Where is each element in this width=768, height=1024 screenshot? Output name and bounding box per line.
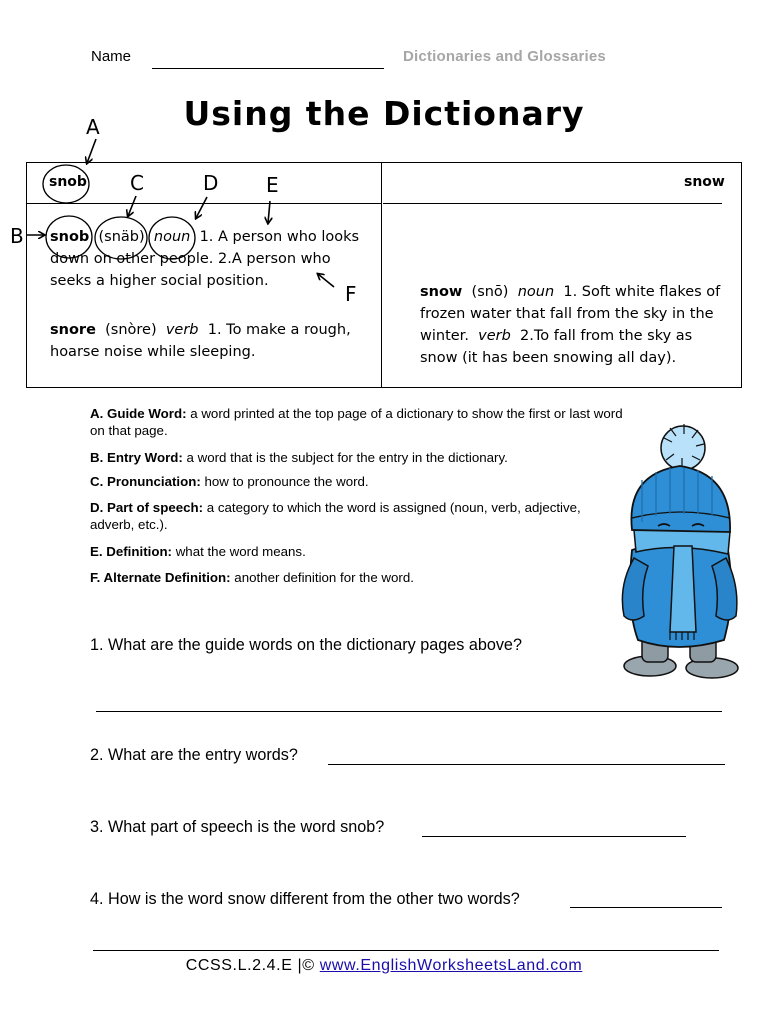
- worksheet-topic: Dictionaries and Glossaries: [403, 48, 606, 65]
- definition-guide-word: [90, 405, 638, 439]
- definition-text: what the word means.: [172, 544, 306, 559]
- hat-pompom: [661, 424, 705, 470]
- definition-text: a word printed at the top page of a dictionary to show the first or last word on that page.: [90, 406, 623, 438]
- annotation-letter-b: B: [10, 224, 24, 248]
- entry-part-of-speech-2: verb: [478, 328, 511, 344]
- definition-term: C. Pronunciation:: [90, 474, 201, 489]
- dictionary-entry-snore: [50, 319, 368, 363]
- definition-entry-word: [90, 449, 638, 466]
- answer-line-1[interactable]: [96, 711, 722, 712]
- annotation-letter-d: D: [203, 171, 219, 195]
- entry-pronunciation: (snäb): [98, 229, 145, 245]
- entry-pronunciation: (snòre): [105, 322, 157, 338]
- guide-word-right: snow: [684, 174, 725, 190]
- bundled-up-kid-illustration: [612, 418, 740, 690]
- page-title: Using the Dictionary: [183, 94, 585, 133]
- answer-line-2[interactable]: [328, 764, 725, 765]
- question-4: 4. How is the word snow different from the other two words?: [90, 890, 520, 908]
- definition-term: D. Part of speech:: [90, 500, 204, 515]
- answer-line-3[interactable]: [422, 836, 686, 837]
- page-divider: [381, 162, 382, 388]
- entry-word: snob: [50, 229, 90, 245]
- footer: [0, 957, 768, 975]
- definition-text: how to pronounce the word.: [200, 474, 369, 489]
- definition-term: B. Entry Word:: [90, 450, 183, 465]
- name-label: Name: [91, 48, 132, 65]
- name-blank-line[interactable]: [152, 68, 384, 69]
- definition-text: a word that is the subject for the entry in the dictionary.: [182, 450, 508, 465]
- annotation-letter-e: E: [266, 173, 279, 197]
- definition-alternate: [90, 569, 638, 586]
- definition-term: E. Definition:: [90, 544, 172, 559]
- guide-word-rule-right: [383, 203, 722, 204]
- entry-pronunciation: (snō): [471, 284, 509, 300]
- question-1: 1. What are the guide words on the dictionary pages above?: [90, 636, 522, 654]
- definition-pronunciation: [90, 473, 638, 490]
- entry-word: snore: [50, 322, 96, 338]
- entry-definition: 1. A person who looks down on other people. 2.A person who seeks a higher social position.: [50, 229, 360, 289]
- entry-definition-2: 2.To fall from the sky as snow (it has been snowing all day).: [420, 328, 693, 366]
- entry-definition: 1. Soft white flakes of frozen water that fall from the sky in the winter.: [420, 284, 721, 344]
- guide-word-left: snob: [49, 174, 87, 190]
- question-2: 2. What are the entry words?: [90, 746, 298, 764]
- footer-link[interactable]: www.EnglishWorksheetsLand.com: [319, 957, 583, 974]
- footer-standard: CCSS.L.2.4.E |©: [185, 957, 315, 974]
- definition-part-of-speech: [90, 499, 590, 533]
- definition-term: F. Alternate Definition:: [90, 570, 231, 585]
- definition-definition: [90, 543, 638, 560]
- annotation-letter-f: F: [345, 282, 357, 306]
- annotation-letter-c: C: [130, 171, 144, 195]
- question-3: 3. What part of speech is the word snob?: [90, 818, 385, 836]
- entry-part-of-speech: verb: [165, 322, 199, 338]
- answer-line-4[interactable]: [570, 907, 722, 908]
- entry-definition: 1. To make a rough, hoarse noise while sleeping.: [50, 322, 351, 360]
- arrow-a: [87, 139, 96, 163]
- dictionary-entry-snob: [50, 226, 368, 292]
- answer-line-4-continued[interactable]: [93, 950, 719, 951]
- entry-part-of-speech: noun: [153, 229, 191, 245]
- definition-term: A. Guide Word:: [90, 406, 187, 421]
- annotation-letter-a: A: [86, 115, 100, 139]
- guide-word-rule-left: [26, 203, 382, 204]
- definition-text: another definition for the word.: [230, 570, 414, 585]
- definition-text: a category to which the word is assigned (noun, verb, adjective, adverb, etc.).: [90, 500, 581, 532]
- entry-word: snow: [420, 284, 463, 300]
- dictionary-entry-snow: [420, 281, 726, 369]
- entry-part-of-speech: noun: [517, 284, 555, 300]
